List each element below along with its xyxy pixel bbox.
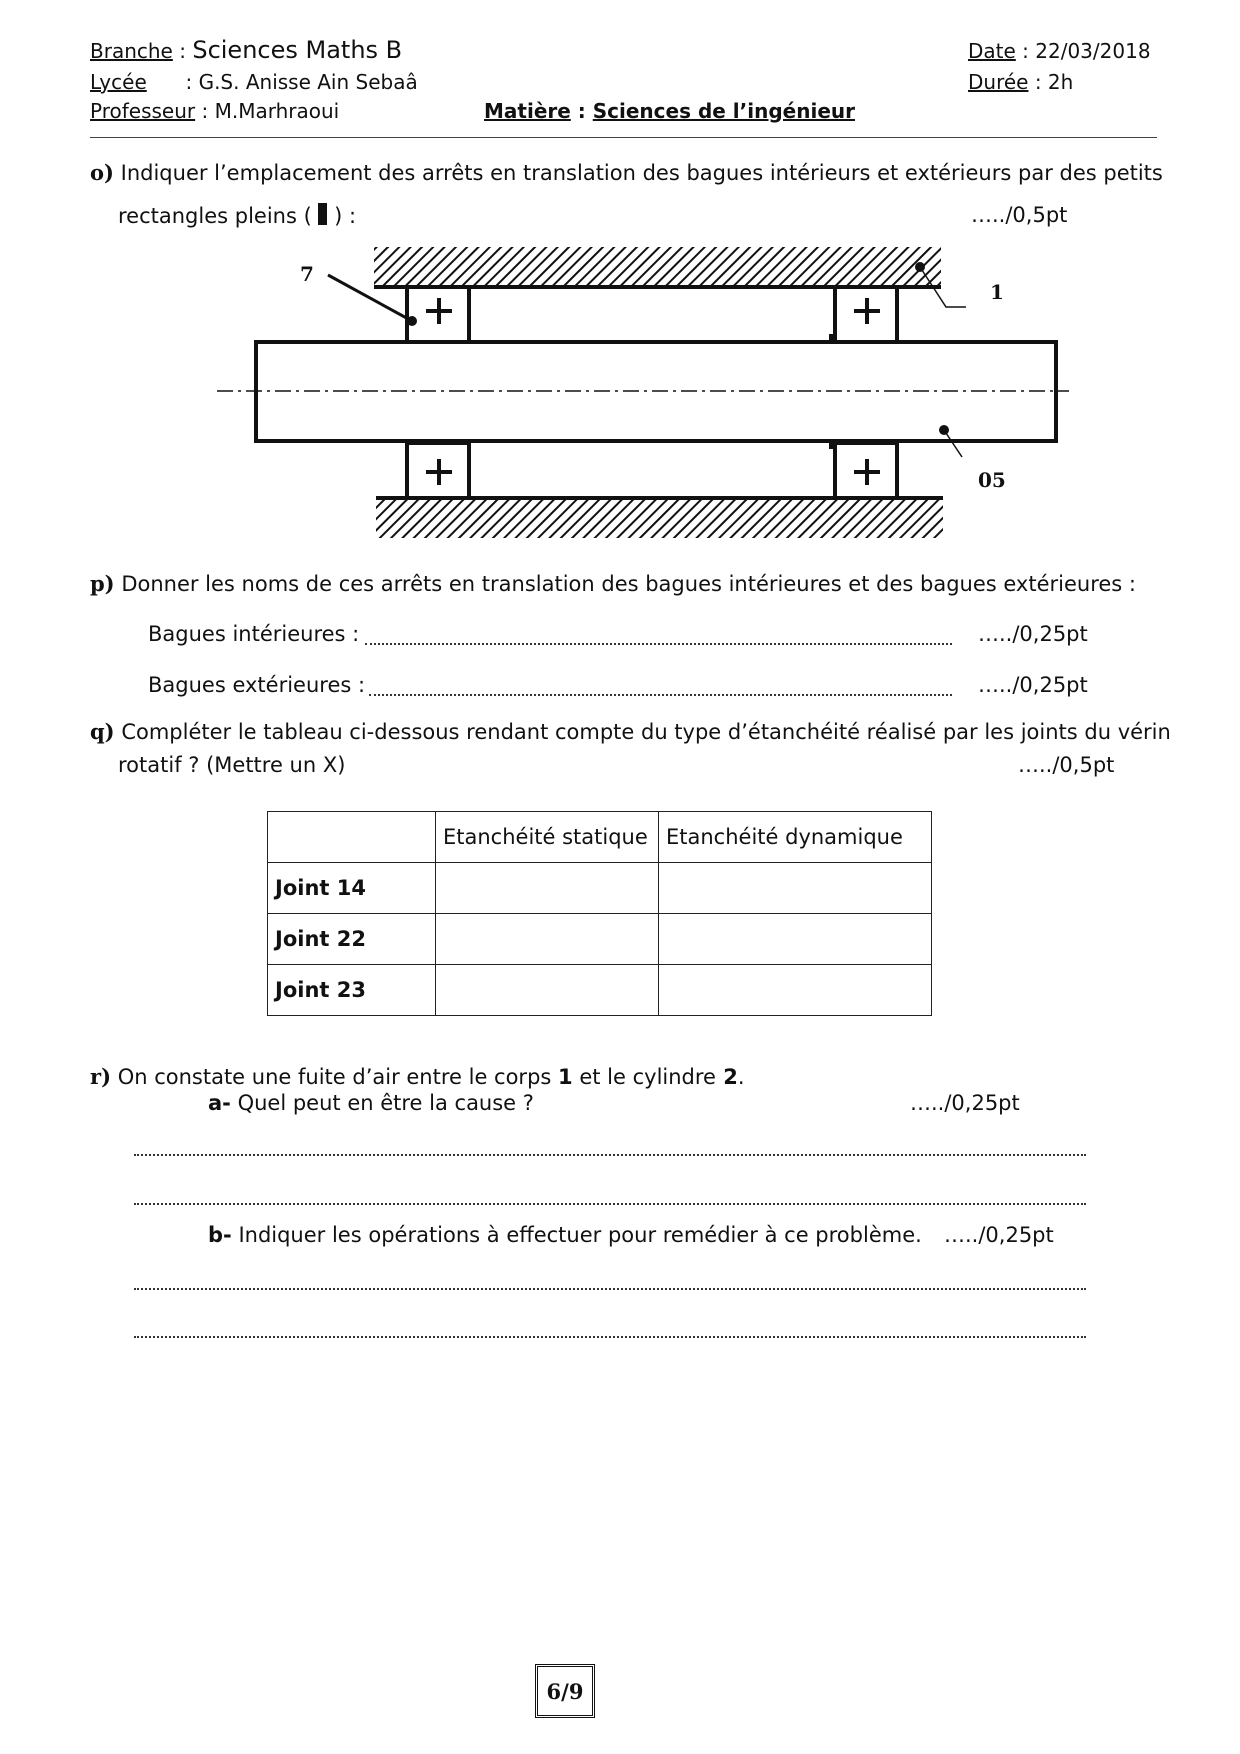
cell-joint-14-static[interactable]	[436, 863, 659, 914]
row-label-joint-22: Joint 22	[268, 914, 436, 965]
outer-rings-label: Bagues extérieures :	[148, 673, 366, 697]
branche-colon: :	[179, 39, 186, 63]
duree-value: : 2h	[1034, 70, 1074, 94]
matiere-value: Sciences de l’ingénieur	[592, 99, 855, 123]
question-o-text2: rectangles pleins (	[118, 204, 312, 228]
question-r-a-points: …../0,25pt	[910, 1091, 1020, 1115]
question-o-text: Indiquer l’emplacement des arrêts en translation des bagues intérieurs et extérieurs par des petits	[120, 161, 1163, 185]
table-header-dynamic: Etanchéité dynamique	[659, 812, 932, 863]
question-r-b-points: …../0,25pt	[944, 1223, 1054, 1247]
sealing-table	[267, 811, 932, 1016]
question-r-b	[208, 1223, 922, 1247]
professeur-value: : M.Marhraoui	[201, 99, 340, 123]
lycee-value: : G.S. Anisse Ain Sebaâ	[185, 70, 418, 94]
question-r-text-end: .	[737, 1065, 745, 1089]
branche-label: Branche	[90, 39, 173, 63]
cell-joint-23-static[interactable]	[436, 965, 659, 1016]
question-p-text: Donner les noms de ces arrêts en translation des bagues intérieures et des bagues extérieures :	[121, 572, 1136, 596]
question-r-a-text: Quel peut en être la cause ?	[237, 1091, 534, 1115]
inner-rings-label: Bagues intérieures :	[148, 622, 360, 646]
question-q-line2: rotatif ? (Mettre un X)	[118, 753, 346, 777]
date-label: Date	[968, 39, 1016, 63]
date-value: : 22/03/2018	[1022, 39, 1151, 63]
row-label-joint-23: Joint 23	[268, 965, 436, 1016]
bearing-top-right	[835, 287, 897, 342]
question-r-a-label: a-	[208, 1091, 231, 1115]
question-q-line1	[90, 719, 1171, 744]
shoulder-mark-top	[829, 334, 835, 344]
bearing-bottom-right	[835, 443, 897, 498]
leader-1-dot	[915, 262, 925, 272]
matiere-label: Matière	[484, 99, 571, 123]
leader-05-dot	[939, 425, 949, 435]
question-q-points: …../0,5pt	[1018, 753, 1115, 777]
answer-line-b2[interactable]	[134, 1336, 1086, 1338]
question-r-b-text: Indiquer les opérations à effectuer pour remédier à ce problème.	[238, 1223, 922, 1247]
table-header-row	[268, 812, 932, 863]
question-r-num2: 2	[723, 1065, 738, 1089]
outer-rings-points: …../0,25pt	[978, 673, 1088, 697]
cell-joint-14-dynamic[interactable]	[659, 863, 932, 914]
outer-rings-answer-line[interactable]	[369, 694, 952, 696]
answer-line-b1[interactable]	[134, 1288, 1086, 1290]
question-o-letter: o)	[90, 160, 114, 185]
question-r-a	[208, 1091, 534, 1115]
question-r-num1: 1	[558, 1065, 573, 1089]
lycee-label: Lycée	[90, 70, 147, 94]
housing-bottom-hatch	[376, 498, 943, 538]
inner-rings-answer-line[interactable]	[365, 643, 952, 645]
table-row	[268, 965, 932, 1016]
table-row	[268, 863, 932, 914]
question-p-line	[90, 571, 1136, 596]
question-q-letter: q)	[90, 719, 115, 744]
cell-joint-23-dynamic[interactable]	[659, 965, 932, 1016]
question-r-text-mid: et le cylindre	[579, 1065, 716, 1089]
cell-joint-22-dynamic[interactable]	[659, 914, 932, 965]
professeur-label: Professeur	[90, 99, 196, 123]
bearing-diagram	[0, 0, 1240, 560]
bearing-top-left	[407, 287, 469, 342]
question-r-text-start: On constate une fuite d’air entre le corps	[117, 1065, 552, 1089]
inner-rings-points: …../0,25pt	[978, 622, 1088, 646]
cell-joint-22-static[interactable]	[436, 914, 659, 965]
table-row	[268, 914, 932, 965]
question-o-text3: ) :	[334, 204, 357, 228]
answer-line-a2[interactable]	[134, 1203, 1086, 1205]
housing-top-hatch	[374, 247, 941, 287]
question-p-letter: p)	[90, 571, 115, 596]
shoulder-mark-bottom	[829, 439, 835, 449]
question-r-b-label: b-	[208, 1223, 232, 1247]
page-number: 6/9	[535, 1664, 595, 1718]
question-r-letter: r)	[90, 1064, 111, 1089]
row-label-joint-14: Joint 14	[268, 863, 436, 914]
table-header-static: Etanchéité statique	[436, 812, 659, 863]
question-o-points: …../0,5pt	[971, 203, 1068, 227]
matiere-colon: :	[577, 99, 586, 123]
branche-value: Sciences Maths B	[192, 36, 403, 64]
part-label-7: 7	[300, 262, 314, 286]
bearing-bottom-left	[407, 443, 469, 498]
part-label-05: 05	[978, 468, 1006, 492]
part-label-1: 1	[990, 280, 1004, 304]
question-q-text: Compléter le tableau ci-dessous rendant compte du type d’étanchéité réalisé par les joints du vérin	[121, 720, 1171, 744]
duree-label: Durée	[968, 70, 1029, 94]
table-header-cell	[268, 812, 436, 863]
leader-7-dot	[407, 316, 417, 326]
question-r-line	[90, 1064, 745, 1089]
answer-line-a1[interactable]	[134, 1154, 1086, 1156]
